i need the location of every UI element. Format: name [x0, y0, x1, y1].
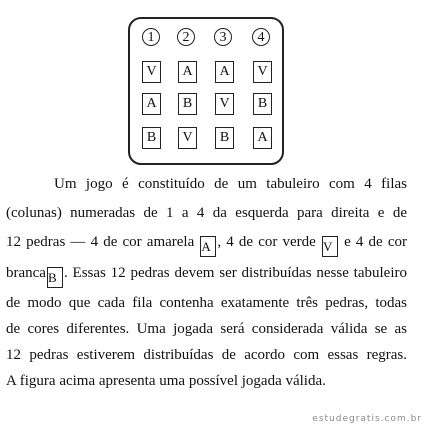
stone-r1-c3: A — [215, 61, 234, 83]
white-stone-box: B — [47, 267, 63, 288]
text-line-3: 12 pedras — 4 de cor amarela A , 4 de cor verde V e 4 de cor — [6, 228, 407, 257]
stone-r3-c2: V — [178, 127, 197, 149]
stone-r2-c4: B — [253, 93, 272, 115]
watermark: estudegratis.com.br — [312, 414, 422, 424]
column-number-4: 4 — [252, 28, 270, 46]
column-number-2: 2 — [177, 28, 195, 46]
text-line-5: de modo que cada fila contenha exatamente três pedras, todas — [6, 295, 407, 311]
text-line-7: 12 pedras estiverem distribuídas de acordo com essas regras. — [6, 347, 407, 363]
text-line-6: de cores diferentes. Uma jogada será considerada válida se as — [6, 321, 407, 337]
text-line-1: Um jogo é constituído de um tabuleiro com 4 filas — [54, 176, 407, 192]
stone-r3-c3: B — [215, 127, 234, 149]
stone-r1-c2: A — [178, 61, 197, 83]
yellow-stone-box: A — [200, 236, 216, 257]
stone-r3-c4: A — [253, 127, 272, 149]
stone-r2-c2: B — [178, 93, 197, 115]
stone-r2-c1: A — [142, 93, 161, 115]
text-line-2: (colunas) numeradas de 1 a 4 da esquerda para direita e de — [6, 205, 407, 221]
text-line-4: branca B . Essas 12 pedras devem ser distribuídas nesse tabuleiro — [6, 259, 407, 288]
stone-r1-c4: V — [253, 61, 272, 83]
game-board — [128, 17, 284, 165]
text-line-8: A figura acima apresenta uma possível jogada válida. — [6, 373, 326, 389]
green-stone-box: V — [322, 236, 338, 257]
stone-r2-c3: V — [215, 93, 234, 115]
stone-r1-c1: V — [142, 61, 161, 83]
column-number-3: 3 — [214, 28, 232, 46]
stone-r3-c1: B — [142, 127, 161, 149]
column-number-1: 1 — [142, 28, 160, 46]
